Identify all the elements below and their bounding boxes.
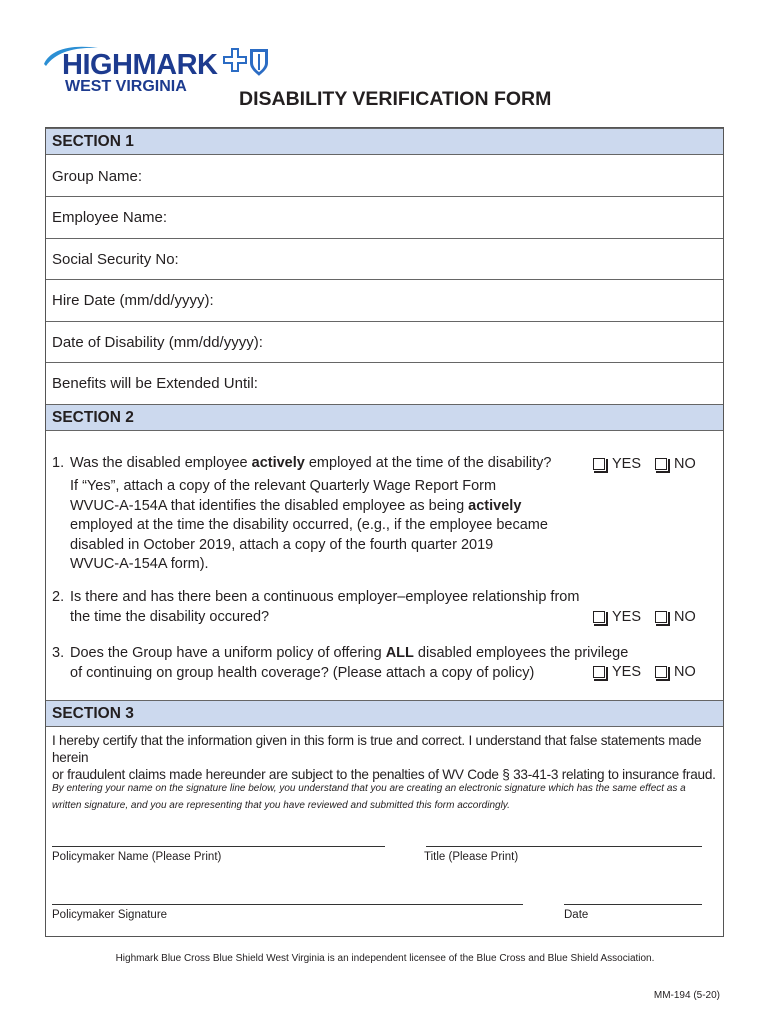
checkbox-icon <box>593 666 605 678</box>
page-title: DISABILITY VERIFICATION FORM <box>239 88 552 110</box>
section-2-header: SECTION 2 <box>46 404 723 431</box>
benefits-extended-label: Benefits will be Extended Until: <box>52 375 258 392</box>
disability-date-label: Date of Disability (mm/dd/yyyy): <box>52 333 263 351</box>
signature-label: Policymaker Signature <box>52 909 168 921</box>
blue-shield-icon <box>250 49 268 76</box>
checkbox-icon <box>593 611 605 623</box>
q1-no-checkbox[interactable]: NO <box>655 456 696 472</box>
footer-note: Highmark Blue Cross Blue Shield West Virginia is an independent licensee of the Blue Cross and Blue Shield Association. <box>115 953 655 964</box>
benefits-extended-field[interactable] <box>46 363 723 404</box>
question-3: 3. Does the Group have a uniform policy of offering ALL disabled employees the privilege of continuing on group health coverage? (Please attach a copy of policy) <box>52 645 629 681</box>
date-label: Date <box>564 909 589 921</box>
hire-date-field[interactable] <box>46 280 723 322</box>
ssn-label: Social Security No: <box>52 250 179 268</box>
checkbox-icon <box>593 458 605 470</box>
brand-name: HIGHMARK <box>62 49 218 81</box>
question-2: 2. Is there and has there been a continuous employer–employee relationship from the time the disability occured? <box>52 589 580 625</box>
policymaker-name-label: Policymaker Name (Please Print) <box>52 851 222 863</box>
title-line[interactable] <box>426 846 702 847</box>
checkbox-icon <box>655 666 667 678</box>
q2-no-checkbox[interactable]: NO <box>655 609 696 625</box>
disability-date-field[interactable] <box>46 322 723 363</box>
employee-name-field[interactable] <box>46 197 723 239</box>
form-code: MM-194 (5-20) <box>653 990 720 1001</box>
q3-no-checkbox[interactable]: NO <box>655 664 696 680</box>
question-1-note: If “Yes”, attach a copy of the relevant Quarterly Wage Report Form WVUC-A-154A that identifies the disabled employee as being actively employed at the time the disability occurred, (e.g., if the employee became disabled in October 2019, attach a copy of the fourth quarter 2019 WVUC-A-154A form). <box>70 478 548 572</box>
q3-yes-checkbox[interactable]: YES <box>593 664 641 680</box>
q2-yes-checkbox[interactable]: YES <box>593 609 641 625</box>
ssn-field[interactable] <box>46 239 723 280</box>
employee-name-label: Employee Name: <box>52 209 168 226</box>
esignature-notice: By entering your name on the signature line below, you understand that you are creating an electronic signature which has the same effect as a written signature, and you are representing that you have reviewed and submitted this form accordingly. <box>52 783 686 811</box>
checkbox-icon <box>655 458 667 470</box>
section-3-header: SECTION 3 <box>46 700 723 727</box>
hire-date-label: Hire Date (mm/dd/yyyy): <box>52 292 214 309</box>
brand-region: WEST VIRGINIA <box>65 78 187 95</box>
policymaker-name-line[interactable] <box>52 846 385 847</box>
blue-cross-blue-shield-icon <box>223 46 271 78</box>
group-name-label: Group Name: <box>52 167 143 185</box>
certification-text: I hereby certify that the information given in this form is true and correct. I understand that false statements made herein or fraudulent claims made hereunder are subject to the penalties of WV Code § 33-41-3 relating to insurance fraud. <box>52 733 716 782</box>
group-name-field[interactable] <box>46 156 723 197</box>
title-label: Title (Please Print) <box>424 851 519 863</box>
section-1-header: SECTION 1 <box>46 128 723 155</box>
signature-line[interactable] <box>52 904 523 905</box>
question-1: 1. Was the disabled employee actively employed at the time of the disability? <box>52 455 552 471</box>
date-line[interactable] <box>564 904 702 905</box>
blue-cross-icon <box>223 48 247 72</box>
form-container <box>45 127 724 937</box>
q1-yes-checkbox[interactable]: YES <box>593 456 641 472</box>
checkbox-icon <box>655 611 667 623</box>
